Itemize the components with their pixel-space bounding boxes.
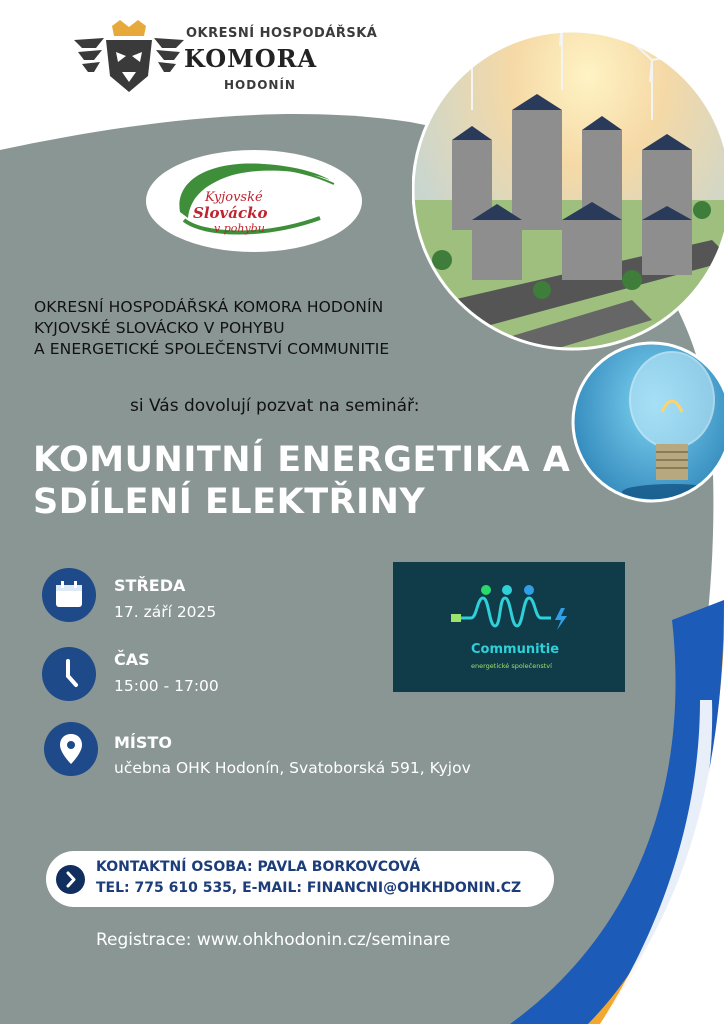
light-bulb-illustration: [570, 320, 724, 530]
contact-phone-email[interactable]: TEL: 775 610 535, E-MAIL: FINANCNI@OHKHDONIN.CZ: [96, 880, 522, 896]
place-value: učebna OHK Hodonín, Svatoborská 591, Kyjov: [114, 759, 471, 777]
invitation-text: si Vás dovolují pozvat na seminář:: [130, 396, 420, 416]
partner-logo-line-2: Slovácko: [193, 204, 268, 222]
lion-emblem-icon: [74, 18, 184, 98]
partner-logo-line-3: v pohybu: [214, 222, 265, 235]
seminar-title-line-1: KOMUNITNÍ ENERGETIKA A: [33, 440, 571, 480]
date-value: 17. září 2025: [114, 603, 217, 621]
organizer-line-1: OKRESNÍ HOSPODÁŘSKÁ KOMORA HODONÍN: [34, 298, 384, 316]
logo-line-1: OKRESNÍ HOSPODÁŘSKÁ: [186, 26, 378, 41]
seminar-title-line-2: SDÍLENÍ ELEKTŘINY: [33, 482, 426, 522]
communitie-name: Communitie: [471, 642, 560, 657]
partner-logo-line-1: Kyjovské: [205, 190, 263, 205]
clock-icon: [42, 647, 96, 701]
ohk-logo: [74, 18, 378, 98]
location-pin-icon: [44, 722, 98, 776]
time-value: 15:00 - 17:00: [114, 677, 219, 695]
time-label: ČAS: [114, 650, 150, 669]
date-label: STŘEDA: [114, 576, 186, 595]
logo-line-2: KOMORA: [184, 44, 318, 73]
organizer-line-2: KYJOVSKÉ SLOVÁCKO V POHYBU: [34, 319, 285, 337]
calendar-icon: [42, 568, 96, 622]
registration-link[interactable]: Registrace: www.ohkhodonin.cz/seminare: [96, 930, 451, 950]
contact-person: KONTAKTNÍ OSOBA: PAVLA BORKOVCOVÁ: [96, 859, 421, 875]
communitie-cable-icon: [393, 562, 625, 642]
contact-box: [46, 851, 554, 907]
logo-line-3: HODONÍN: [224, 78, 296, 92]
communitie-logo: [393, 562, 625, 692]
chevron-right-icon: [56, 865, 85, 894]
organizer-line-3: A ENERGETICKÉ SPOLEČENSTVÍ COMMUNITIE: [34, 340, 390, 358]
communitie-subtitle: energetické společenství: [471, 662, 552, 670]
place-label: MÍSTO: [114, 733, 172, 752]
